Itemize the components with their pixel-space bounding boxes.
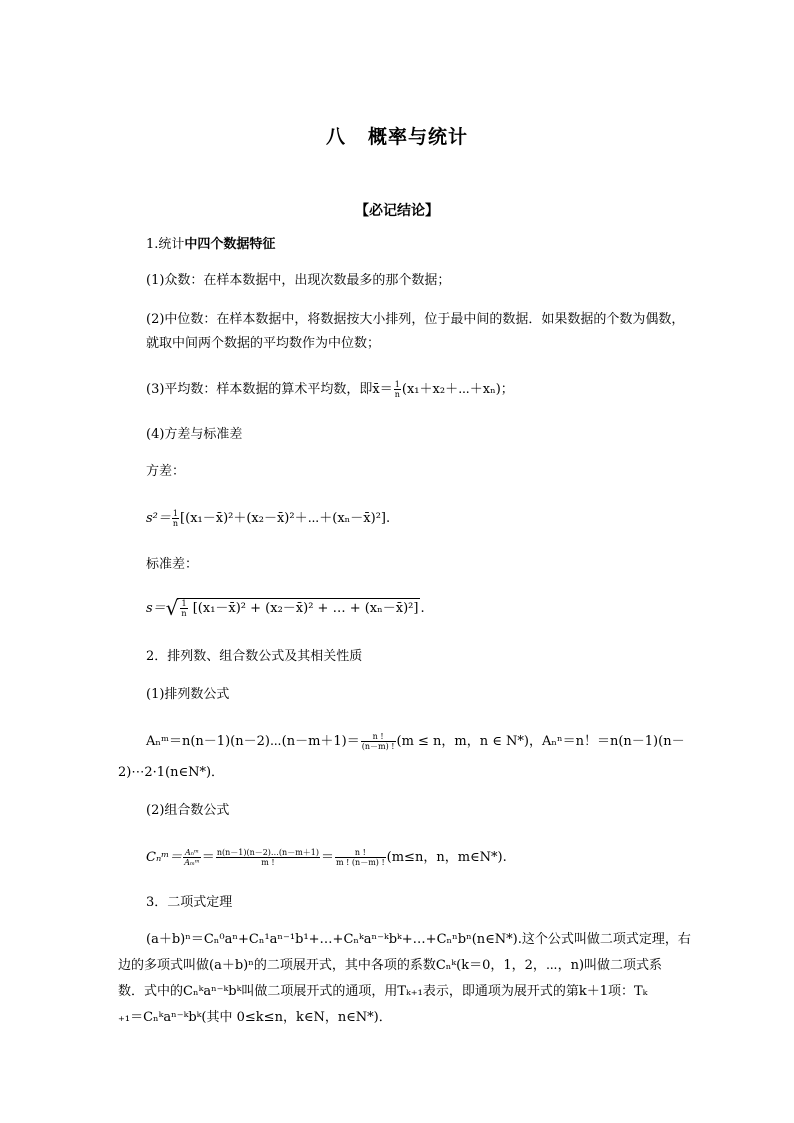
mean-formula: (3)平均数：样本数据的算术平均数，即x̄＝ $\frac{1}{n}$ (x₁＋x₂＋⋯＋xₙ)； [146,380,514,399]
std-dev-formula: s＝√ $\frac{1}{n}$ [(x₁－x̄)² + (x₂－x̄)² + … + (xₙ－x̄)²] . [146,596,425,620]
binomial-theorem-line-1: (a＋b)ⁿ＝Cₙ⁰aⁿ+Cₙ¹aⁿ⁻¹b¹+…+Cₙᵏaⁿ⁻ᵏbᵏ+…+Cₙⁿbⁿ(n∈N*).这个公式叫做二项式定理，右 [146,932,691,947]
chapter-title: 概率与统计 [368,126,469,148]
combination-heading: (2)组合数公式 [146,803,230,818]
median-definition: (2)中位数：在样本数据中，将数据按大小排列，位于最中间的数据．如果数据的个数为偶数，就取中间两个数据的平均数作为中位数； [146,312,685,351]
section-1-heading: 1.统计中四个数据特征 [146,237,276,252]
permutation-fraction: $\frac{n !}{(n-m) !}$ [361,732,395,751]
section-subtitle: 【必记结论】 [355,203,439,219]
std-dev-fraction: $\frac{1}{n}$ [181,599,187,618]
variance-formula: s²＝ $\frac{1}{n}$ [(x₁－x̄)²＋(x₂－x̄)²＋⋯＋(xₙ－x̄)²]. [146,509,391,528]
binomial-theorem-line-3: 数．式中的Cₙᵏaⁿ⁻ᵏbᵏ叫做二项展开式的通项，用Tₖ₊₁表示，即通项为展开式的第k＋1项：Tₖ [118,984,648,999]
permutation-heading: (1)排列数公式 [146,687,230,702]
section-3-heading: 3．二项式定理 [146,895,233,910]
chapter-number: 八 [325,126,346,148]
binomial-theorem-line-2: 边的多项式叫做(a＋b)ⁿ的二项展开式，其中各项的系数Cₙᵏ(k＝0，1，2，⋯，n)叫做二项式系 [118,958,663,973]
combination-fraction-2: $\frac{n(n-1)(n-2)\dots(n-m+1)}{m !}$ [216,848,320,867]
page-title [0,122,794,149]
sqrt-icon: √ [165,596,179,620]
variance-heading: (4)方差与标准差 [146,427,243,442]
permutation-formula: Aₙᵐ＝n(n－1)(n－2)⋯(n－m＋1)＝ $\frac{n !}{(n-m) !}$ (m ≤ n，m，n ∈ N*)，Aₙⁿ＝n！＝n(n－1)(n－ [146,732,685,751]
binomial-theorem-line-4: ₊₁＝Cₙᵏaⁿ⁻ᵏbᵏ(其中 0≤k≤n，k∈N，n∈N*)． [118,1010,392,1025]
variance-fraction: $\frac{1}{n}$ [172,509,179,528]
mode-definition: (1)众数：在样本数据中，出现次数最多的那个数据； [146,273,451,288]
std-dev-label: 标准差： [146,557,199,572]
combination-fraction-3: $\frac{n !}{m ! (n-m) !}$ [336,848,385,867]
section-2-heading: 2．排列数、组合数公式及其相关性质 [146,649,363,664]
combination-formula: Cₙᵐ＝ $\frac{\text{Aₙᵐ}}{\text{Aₘᵐ}}$ ＝ $\frac{n(n-1)(n-2)\dots(n-m+1)}{m !}$ ＝ $\frac{n !}{m ! (n-m) !}$ (m≤n，n，m∈N*). [146,848,507,867]
permutation-formula-cont: 2)⋯2·1(n∈N*)． [118,765,225,780]
mean-fraction: $\frac{1}{n}$ [394,380,400,399]
variance-label: 方差： [146,464,186,479]
combination-fraction-1: $\frac{\text{Aₙᵐ}}{\text{Aₘᵐ}}$ [184,848,200,867]
